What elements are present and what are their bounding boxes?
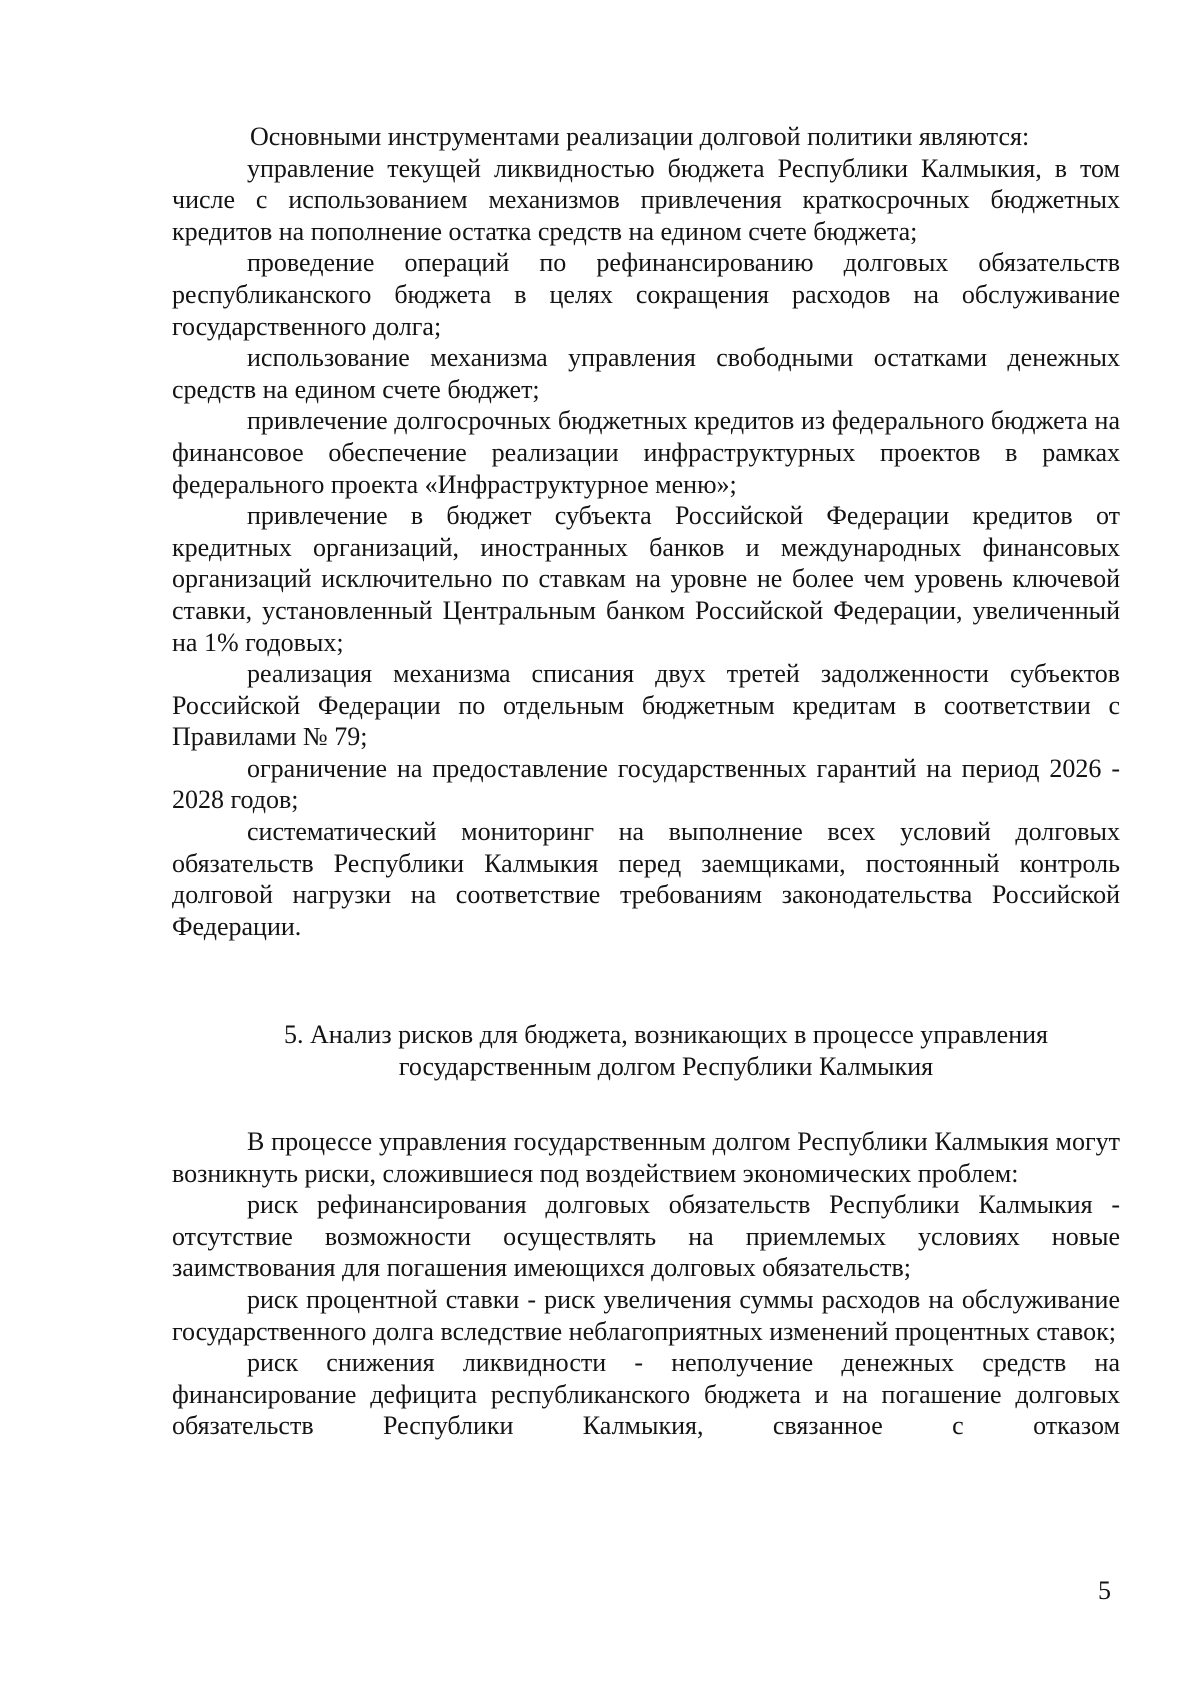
instrument-paragraph: управление текущей ликвидностью бюджета Республики Калмыкия, в том числе с использованием механизмов привлечения краткосрочных бюджетных кредитов на пополнение остатка средств на едином счете бюджета; (172, 153, 1120, 246)
instrument-paragraph: систематический мониторинг на выполнение всех условий долговых обязательств Республики Калмыкия перед заемщиками, постоянный контроль долговой нагрузки на соответствие требованиям законодательства Российской Федерации. (172, 817, 1120, 941)
instrument-paragraph: ограничение на предоставление государственных гарантий на период 2026 - 2028 годов; (172, 753, 1120, 815)
section-heading-line: государственным долгом Республики Калмыкия (398, 1052, 934, 1081)
risks-intro-paragraph: В процессе управления государственным долгом Республики Калмыкия могут возникнуть риски, сложившиеся под воздействием экономических проблем: (172, 1127, 1120, 1188)
section-heading (172, 1019, 1120, 1083)
instruments-section (172, 121, 1120, 942)
instrument-paragraph: привлечение в бюджет субъекта Российской Федерации кредитов от кредитных организаций, иностранных банков и международных финансовых организаций исключительно по ставкам на уровне не более чем уровень ключевой ставки, установленный Центральным банком Российской Федерации, увеличенный на 1% годовых; (172, 501, 1120, 657)
risk-paragraph: риск рефинансирования долговых обязательств Республики Калмыкия - отсутствие возможности осуществлять на приемлемых условиях новые заимствования для погашения имеющихся долговых обязательств; (172, 1190, 1120, 1283)
instrument-paragraph: использование механизма управления свободными остатками денежных средств на едином счете бюджет; (172, 343, 1120, 404)
section-heading-line: 5. Анализ рисков для бюджета, возникающих в процессе управления (283, 1020, 1049, 1049)
instrument-paragraph: проведение операций по рефинансированию долговых обязательств республиканского бюджета в целях сокращения расходов на обслуживание государственного долга; (172, 248, 1120, 341)
risks-section (172, 1126, 1120, 1442)
page-number: 5 (1098, 1576, 1111, 1605)
instrument-paragraph: привлечение долгосрочных бюджетных кредитов из федерального бюджета на финансовое обеспечение реализации инфраструктурных проектов в рамках федерального проекта «Инфраструктурное меню»; (172, 406, 1120, 499)
intro-paragraph: Основными инструментами реализации долговой политики являются: (250, 122, 1030, 151)
risk-paragraph: риск процентной ставки - риск увеличения суммы расходов на обслуживание государственного долга вследствие неблагоприятных изменений процентных ставок; (172, 1284, 1120, 1346)
risk-paragraph: риск снижения ликвидности - неполучение денежных средств на финансирование дефицита республиканского бюджета и на погашение долговых обязательств Республики Калмыкия, связанное с отказом (172, 1348, 1120, 1441)
instrument-paragraph: реализация механизма списания двух третей задолженности субъектов Российской Федерации по отдельным бюджетным кредитам в соответствии с Правилами № 79; (172, 659, 1120, 752)
